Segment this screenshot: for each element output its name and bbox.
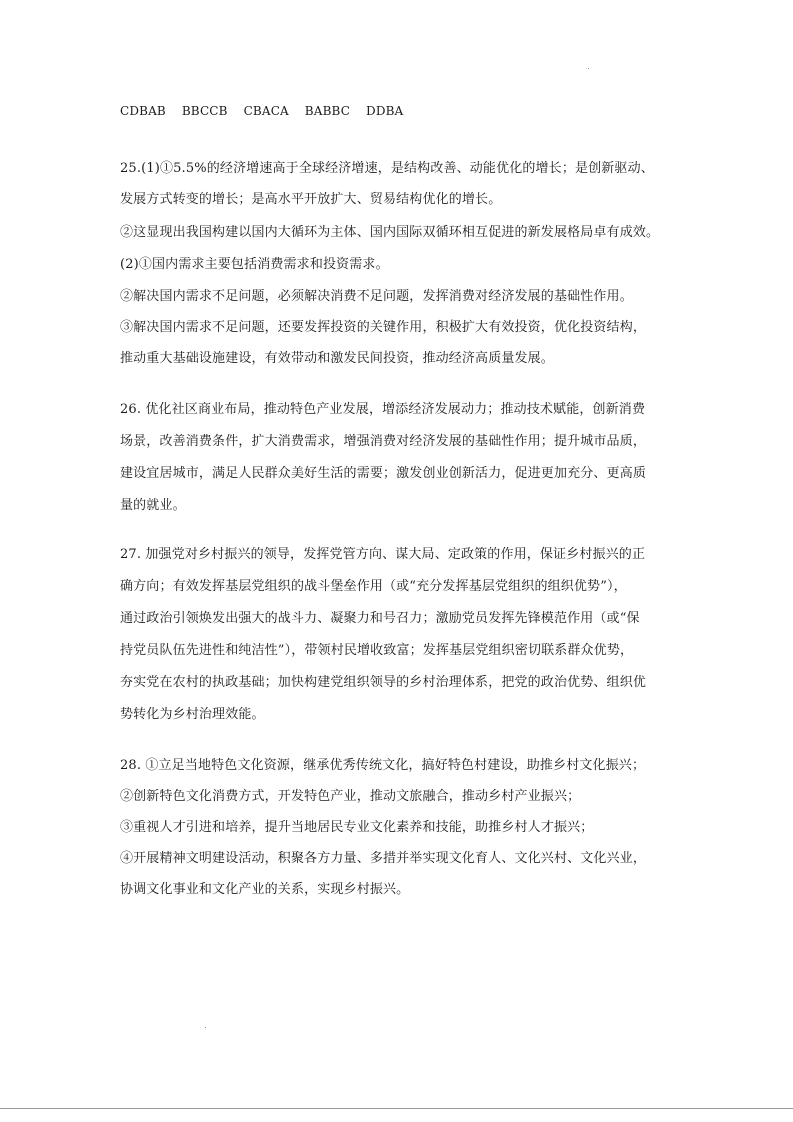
- q25-line-1: 25.(1)①5.5%的经济增速高于全球经济增速，是结构改善、动能优化的增长；是创新驱动、: [120, 161, 654, 176]
- q25-line-5: ②解决国内需求不足问题，必须解决消费不足问题，发挥消费对经济发展的基础性作用。: [120, 289, 633, 304]
- q28-line-1: 28. ①立足当地特色文化资源，继承优秀传统文化，搞好特色村建设，助推乡村文化振兴；: [120, 758, 646, 773]
- q26-line-4: 量的就业。: [120, 498, 186, 513]
- q27-line-6: 势转化为乡村治理效能。: [120, 707, 265, 722]
- q25-line-2: 发展方式转变的增长；是高水平开放扩大、贸易结构优化的增长。: [120, 192, 502, 207]
- q25-line-6: ③解决国内需求不足问题，还要发挥投资的关键作用，积极扩大有效投资，优化投资结构，: [120, 320, 647, 335]
- q28-line-4: ④开展精神文明建设活动，积聚各方力量、多措并举实现文化育人、文化兴村、文化兴业，: [120, 851, 647, 866]
- q25-line-7: 推动重大基础设施建设，有效带动和激发民间投资，推动经济高质量发展。: [120, 351, 554, 366]
- q28-line-2: ②创新特色文化消费方式，开发特色产业，推动文旅融合，推动乡村产业振兴；: [120, 789, 581, 804]
- q28-line-3: ③重视人才引进和培养，提升当地居民专业文化素养和技能，助推乡村人才振兴；: [120, 820, 594, 835]
- q27-line-5: 夯实党在农村的执政基础；加快构建党组织领导的乡村治理体系，把党的政治优势、组织优: [120, 675, 647, 690]
- speck-mark: [205, 1027, 206, 1028]
- choice-answers: CDBAB BBCCB CBACA BABBC DDBA: [120, 104, 404, 118]
- q25-line-3: ②这显现出我国构建以国内大循环为主体、国内国际双循环相互促进的新发展格局卓有成效。: [120, 225, 660, 240]
- q26-line-3: 建设宜居城市，满足人民群众美好生活的需要；激发创业创新活力，促进更加充分、更高质: [120, 466, 647, 481]
- q27-line-2: 确方向；有效发挥基层党组织的战斗堡垒作用（或“充分发挥基层党组织的组织优势”），: [120, 579, 627, 594]
- q26-line-1: 26. 优化社区商业布局，推动特色产业发展，增添经济发展动力；推动技术赋能，创新消费: [120, 402, 646, 417]
- q27-line-3: 通过政治引领焕发出强大的战斗力、凝聚力和号召力；激励党员发挥先锋模范作用（或“保: [120, 611, 640, 626]
- q25-line-4: (2)①国内需求主要包括消费需求和投资需求。: [120, 257, 389, 272]
- q27-line-4: 持党员队伍先进性和纯洁性”），带领村民增收致富；发挥基层党组织密切联系群众优势，: [120, 643, 634, 658]
- q26-line-2: 场景，改善消费条件，扩大消费需求，增强消费对经济发展的基础性作用；提升城市品质，: [120, 434, 647, 449]
- speck-mark: [588, 68, 589, 69]
- q27-line-1: 27. 加强党对乡村振兴的领导，发挥党管方向、谋大局、定政策的作用，保证乡村振兴的正: [120, 547, 646, 562]
- q28-line-5: 协调文化事业和文化产业的关系，实现乡村振兴。: [120, 882, 410, 897]
- page-bottom-rule: [0, 1108, 793, 1109]
